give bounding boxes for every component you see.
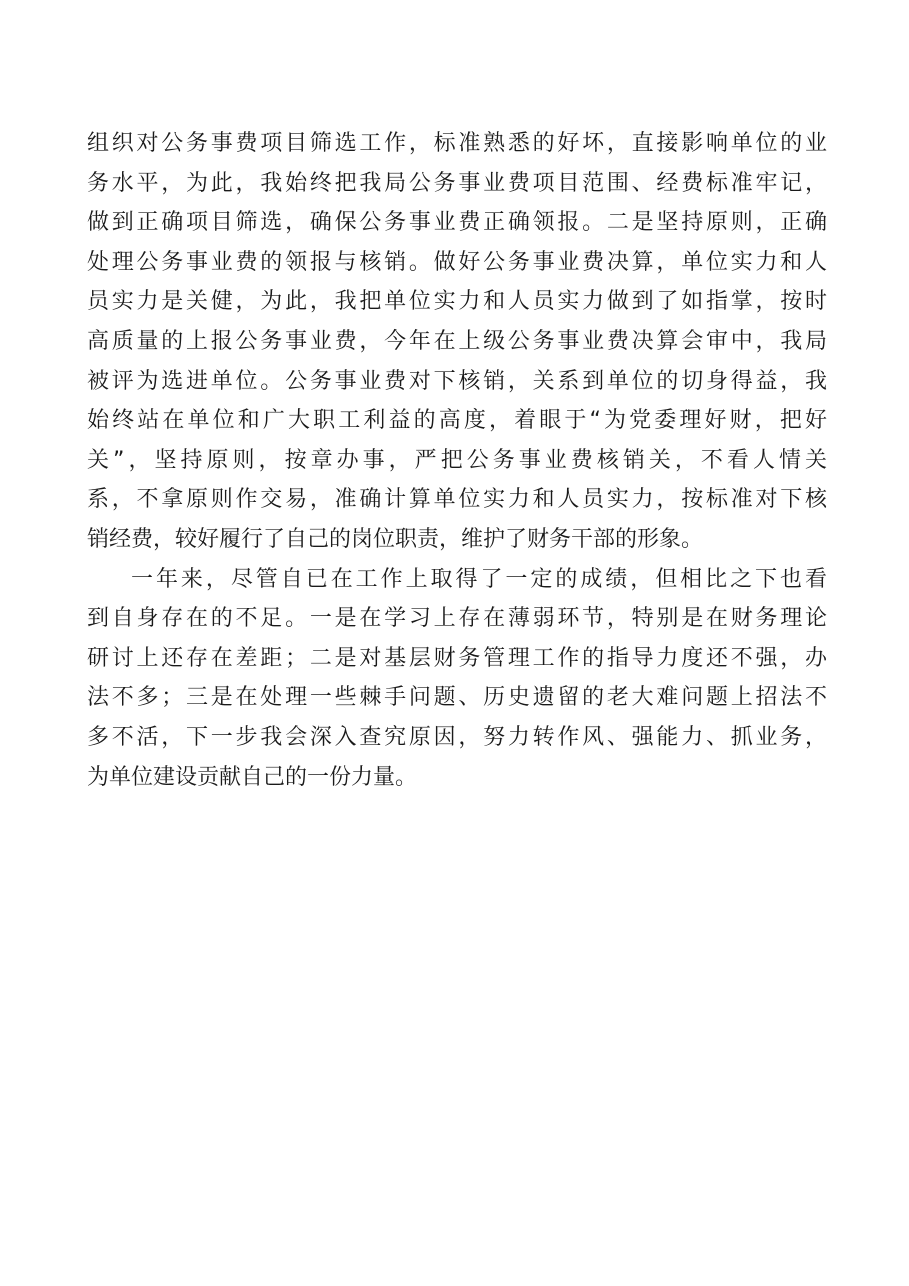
paragraph-2-line-1: 一年来，尽管自已在工作上取得了一定的成绩，但相比之下也看: [131, 566, 827, 592]
paragraph-1-line-4: 处理公务事业费的领报与核销。做好公务事业费决算，单位实力和人: [87, 249, 827, 275]
paragraph-2-line-2: 到自身存在的不足。一是在学习上存在薄弱环节，特别是在财务理论: [87, 606, 827, 632]
paragraph-1-line-10: 系，不拿原则作交易，准确计算单位实力和人员实力，按标准对下核: [87, 487, 827, 513]
paragraph-1-line-7: 被评为选进单位。公务事业费对下核销，关系到单位的切身得益，我: [87, 368, 827, 394]
paragraph-1-line-8: 始终站在单位和广大职工利益的高度，着眼于“为党委理好财，把好: [87, 408, 827, 434]
paragraph-1-line-2: 务水平，为此，我始终把我局公务事业费项目范围、经费标准牢记，: [87, 170, 827, 196]
paragraph-1-line-9: 关”，坚持原则，按章办事，严把公务事业费核销关，不看人情关: [87, 447, 827, 473]
paragraph-1-line-3: 做到正确项目筛选，确保公务事业费正确领报。二是坚持原则，正确: [87, 210, 827, 236]
paragraph-2-line-5: 多不活，下一步我会深入查究原因，努力转作风、强能力、抓业务，: [87, 724, 827, 750]
paragraph-1-line-6: 高质量的上报公务事业费，今年在上级公务事业费决算会审中，我局: [87, 328, 827, 354]
paragraph-1-line-1: 组织对公务事费项目筛选工作，标准熟悉的好坏，直接影响单位的业: [87, 131, 827, 156]
paragraph-2-line-4: 法不多；三是在处理一些棘手问题、历史遗留的老大难问题上招法不: [87, 685, 827, 711]
paragraph-1-line-5: 员实力是关健，为此，我把单位实力和人员实力做到了如指掌，按时: [87, 289, 827, 315]
document-body: [87, 124, 827, 797]
paragraph-1-line-11: 销经费，较好履行了自己的岗位职责，维护了财务干部的形象。: [87, 526, 704, 552]
paragraph-2-line-6: 为单位建设贡献自己的一份力量。: [87, 764, 418, 790]
paragraph-2-line-3: 研讨上还存在差距；二是对基层财务管理工作的指导力度还不强，办: [87, 645, 827, 671]
